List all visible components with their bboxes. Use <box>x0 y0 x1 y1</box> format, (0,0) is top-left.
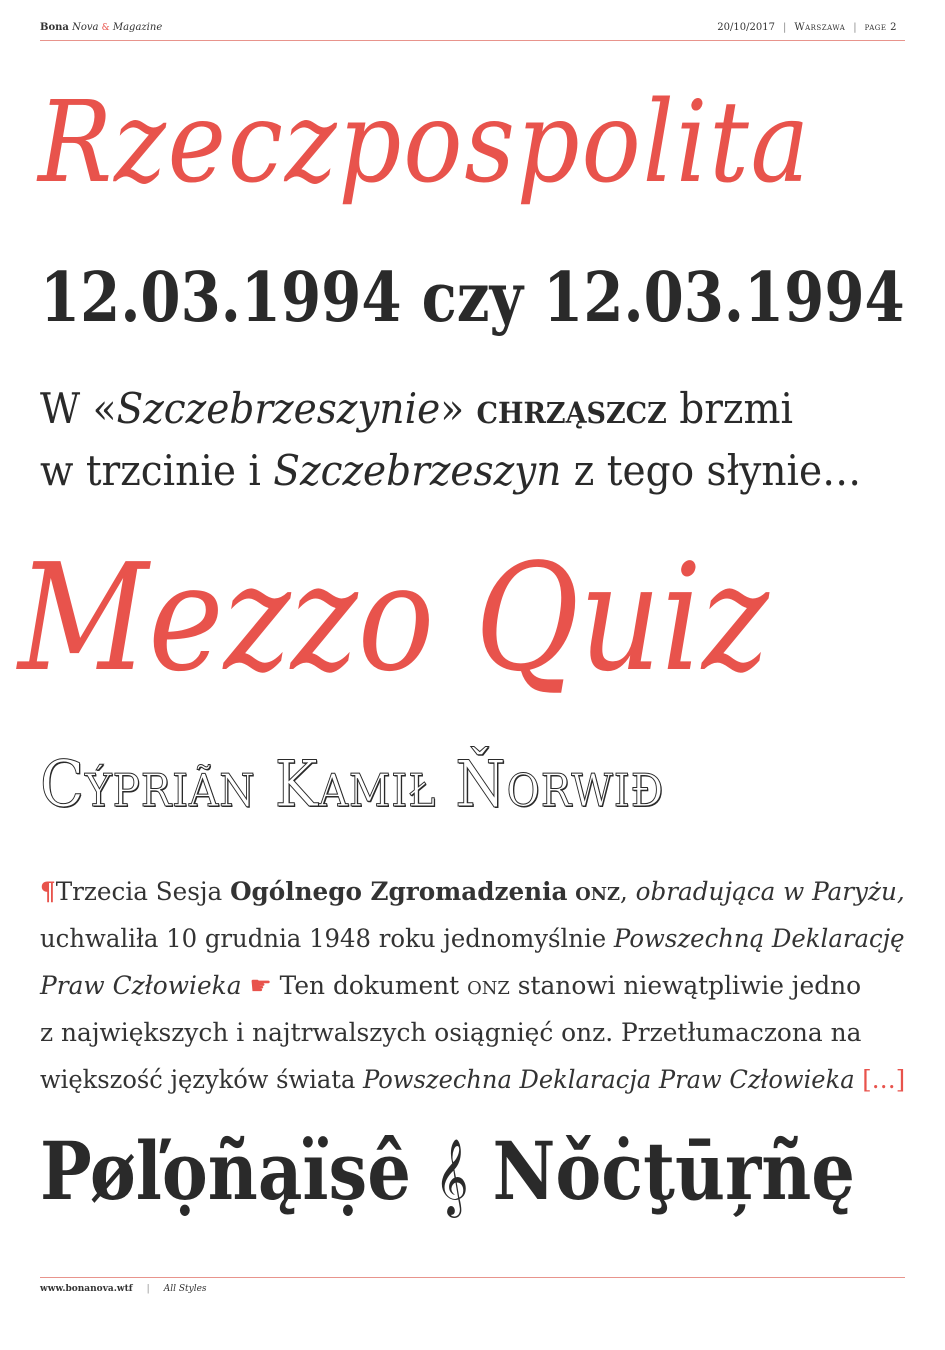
body-line-3: Praw Człowieka ☛ Ten dokument onz stanowi niewątpliwie jedno <box>40 971 862 1000</box>
dates-line: 12.03.1994 czy 12.03.1994 <box>40 258 905 338</box>
pointing-hand-icon: ☛ <box>249 971 272 1000</box>
body-line-5: większość języków świata Powszechna Deklaracja Praw Człowieka […] <box>40 1065 906 1094</box>
magazine-label: Magazine <box>112 22 163 33</box>
brand-italic: Nova <box>72 22 99 33</box>
pilcrow-icon: ¶ <box>40 877 56 906</box>
headline-mezzo-quiz: Mezzo Quiz <box>18 532 769 704</box>
treble-clef-icon: 𝄞 <box>434 1138 469 1215</box>
headline-polonaise-nocturne: Pøľọñąïṣê 𝄞 Nǒċţūŗñę <box>40 1124 856 1218</box>
pangram-paragraph <box>40 378 861 502</box>
styles-label: All Styles <box>163 1284 207 1294</box>
body-line-4: z największych i najtrwalszych osiągnięć onz. Przetłumaczona na <box>40 1018 862 1047</box>
body-line-1: ¶Trzecia Sesja Ogólnego Zgromadzenia onz, obradująca w Paryżu, <box>40 877 905 906</box>
headline-rzeczpospolita: Rzeczpospolita <box>38 78 812 208</box>
page-number: page 2 <box>864 22 897 33</box>
page-footer: www.bonanova.wtf | All Styles <box>40 1277 905 1294</box>
page-header <box>40 20 905 41</box>
engraved-names: Cýpriãn Kamił Ňorwiđ <box>40 748 665 822</box>
pangram-line-2: w trzcinie i Szczebrzeszyn z tego słynie… <box>40 446 862 495</box>
magazine-masthead <box>40 22 162 33</box>
website-link[interactable]: www.bonanova.wtf <box>40 1284 133 1294</box>
header-meta: 20/10/2017 | Warszawa | page 2 <box>709 22 905 33</box>
body-paragraph <box>40 868 910 1103</box>
body-line-2: uchwaliła 10 grudnia 1948 roku jednomyślnie Powszechną Deklarację <box>40 924 905 953</box>
brand-name: Bona <box>40 22 69 33</box>
issue-date: 20/10/2017 <box>717 22 775 33</box>
ampersand-ornament-icon: & <box>101 23 110 33</box>
pangram-line-1: W «Szczebrzeszynie» chrząszcz brzmi <box>40 384 794 433</box>
issue-city: Warszawa <box>794 22 846 33</box>
